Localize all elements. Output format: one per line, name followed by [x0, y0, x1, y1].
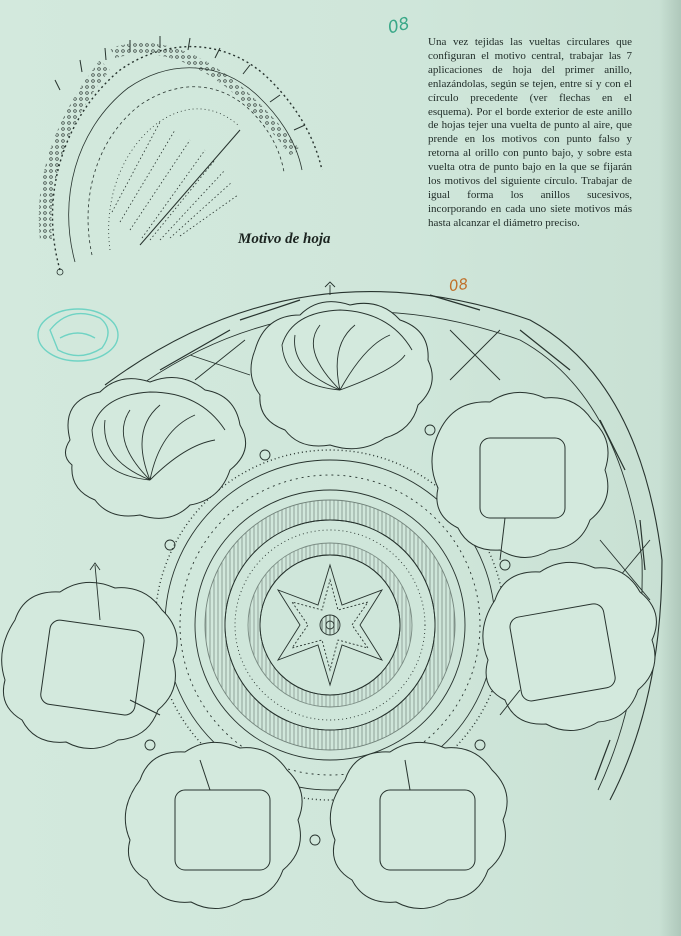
leaf-motif-5 — [330, 742, 507, 908]
handwritten-mark-top: 08 — [385, 13, 412, 39]
leaf-motif-6 — [125, 742, 302, 908]
leaf-motif-dots — [39, 43, 300, 240]
leaf-motif-1 — [65, 378, 245, 519]
library-stamp — [38, 309, 118, 361]
leaf-motif-3 — [432, 392, 608, 557]
leaf-motif-caption: Motivo de hoja — [238, 231, 331, 247]
instruction-paragraph: Una vez tejidas las vueltas circulares que configuran el motivo central, trabajar las 7 aplicaciones de hoja del primer anillo, enlazándolas, según se tejen, entre sí y con el círculo precedente (ver flechas en el esquema). Por el borde exterior de este anillo de hojas tejer una vuelta de punto al aire, que prende en los motivos con punto falso y retorna al orillo con punto bajo, y sobre esta vuelta otra de punto bajo en la que se fijarán los motivos del siguiente círculo. Trabajar de igual forma los anillos sucesivos, incorporando en cada uno siete motivos más hasta alcanzar el diámetro preciso. — [428, 36, 632, 229]
leaf-motif-7 — [2, 582, 177, 748]
leaf-motif-4 — [483, 562, 657, 730]
handwritten-mark-diagram: 08 — [447, 274, 470, 296]
leaf-motif-2 — [251, 302, 432, 449]
